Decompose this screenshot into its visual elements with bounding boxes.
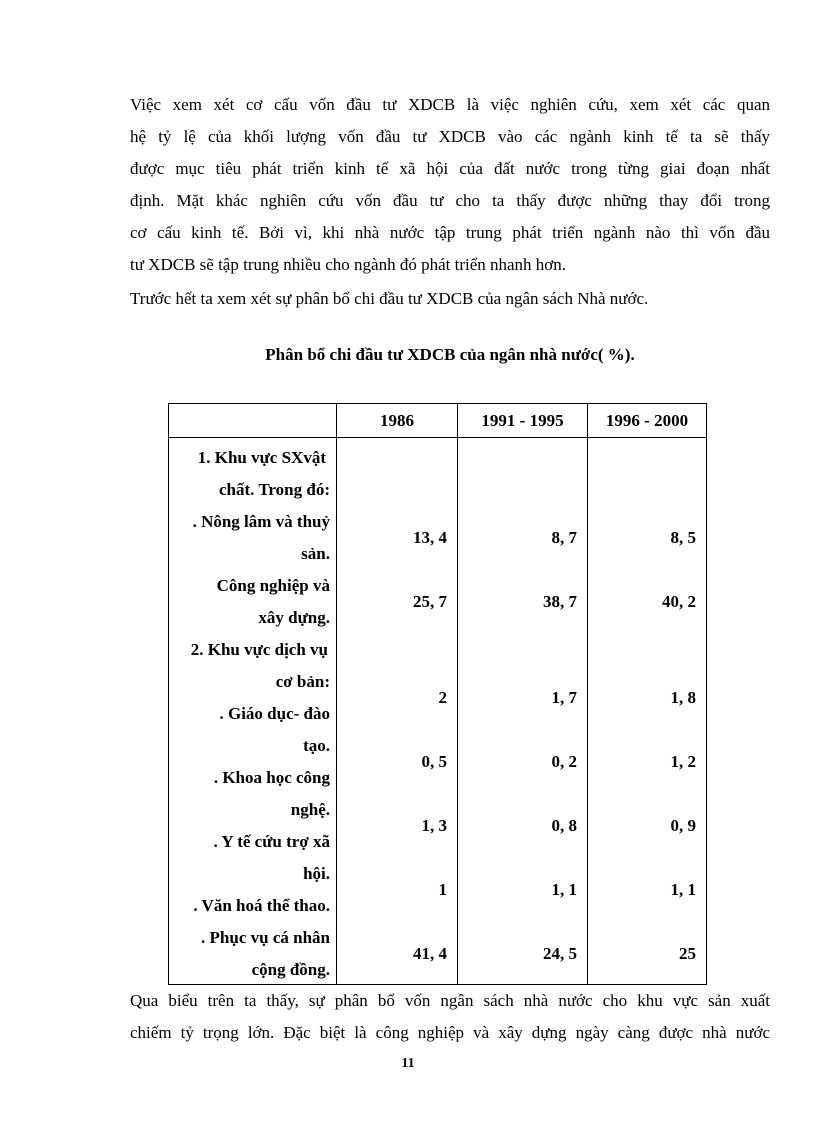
value-cell: 1, 3 <box>421 816 447 835</box>
value-cell: 8, 7 <box>551 528 577 547</box>
text-line: Việc xem xét cơ cấu vốn đầu tư XDCB là việc nghiên cứu, xem xét các quan <box>130 95 770 114</box>
value-cell: 0, 8 <box>551 816 577 835</box>
label-line: 2. Khu vực dịch vụ <box>190 640 328 659</box>
value-cell: 0, 2 <box>551 752 577 771</box>
text-line: Trước hết ta xem xét sự phân bổ chi đầu tư XDCB của ngân sách Nhà nước. <box>130 289 649 308</box>
investment-table <box>168 403 707 985</box>
label-line: xây dựng. <box>258 608 330 627</box>
label-column <box>169 438 337 985</box>
value-cell: 1, 1 <box>670 880 696 899</box>
label-line: tạo. <box>303 736 330 755</box>
header-cell-1996-2000: 1996 - 2000 <box>588 404 707 438</box>
label-line: . Y tế cứu trợ xã <box>213 832 330 851</box>
value-cell: 13, 4 <box>413 528 447 547</box>
label-line: cơ bản: <box>275 672 330 691</box>
text-line: hệ tỷ lệ của khối lượng vốn đầu tư XDCB vào các ngành kinh tế ta sẽ thấy <box>130 127 770 146</box>
page-number: 11 <box>401 1056 415 1071</box>
header-cell-1991-1995: 1991 - 1995 <box>458 404 588 438</box>
value-cell: 1, 8 <box>670 688 696 707</box>
label-line: chất. Trong đó: <box>219 480 330 499</box>
values-1991-1995-column <box>458 438 588 985</box>
label-line: hội. <box>303 864 330 883</box>
label-line: 1. Khu vực SXvật <box>197 448 326 467</box>
value-cell: 8, 5 <box>670 528 696 547</box>
value-cell: 25 <box>679 944 696 963</box>
values-1986-column <box>337 438 458 985</box>
table-header-row <box>169 404 707 438</box>
label-line: . Nông lâm và thuỷ <box>192 512 330 531</box>
text-line: cơ cấu kinh tế. Bởi vì, khi nhà nước tập trung phát triển ngành nào thì vốn đầu <box>130 223 770 242</box>
table-body-row <box>169 438 707 985</box>
conclusion-paragraph <box>130 985 770 1049</box>
text-line: tư XDCB sẽ tập trung nhiều cho ngành đó phát triển nhanh hơn. <box>130 255 567 274</box>
label-line: nghệ. <box>290 800 330 819</box>
label-line: . Giáo dục- đào <box>219 704 330 723</box>
text-line: chiếm tỷ trọng lớn. Đặc biệt là công nghiệp và xây dựng ngày càng được nhà nước <box>130 1023 770 1042</box>
text-line: được mục tiêu phát triển kinh tế xã hội của đất nước trong từng giai đoạn nhất <box>130 159 770 178</box>
value-cell: 2 <box>438 688 447 707</box>
label-line: cộng đồng. <box>251 960 330 979</box>
header-cell-1986: 1986 <box>337 404 458 438</box>
values-1996-2000-column <box>588 438 707 985</box>
intro-paragraph <box>130 89 770 281</box>
label-line: . Khoa học công <box>213 768 330 787</box>
lead-paragraph <box>130 283 730 315</box>
text-line: định. Mặt khác nghiên cứu vốn đầu tư cho ta thấy được những thay đổi trong <box>130 191 770 210</box>
value-cell: 0, 5 <box>421 752 447 771</box>
value-cell: 24, 5 <box>543 944 577 963</box>
text-line: Qua biểu trên ta thấy, sự phân bổ vốn ngân sách nhà nước cho khu vực sản xuất <box>130 991 770 1010</box>
label-line: sản. <box>301 544 330 563</box>
value-cell: 25, 7 <box>413 592 447 611</box>
label-line: . Văn hoá thể thao. <box>193 896 330 915</box>
header-cell-empty <box>169 404 337 438</box>
value-cell: 1, 2 <box>670 752 696 771</box>
value-cell: 1, 7 <box>551 688 577 707</box>
label-line: . Phục vụ cá nhân <box>201 928 330 947</box>
value-cell: 1, 1 <box>551 880 577 899</box>
value-cell: 0, 9 <box>670 816 696 835</box>
value-cell: 1 <box>438 880 447 899</box>
value-cell: 41, 4 <box>413 944 447 963</box>
table-caption: Phân bổ chi đầu tư XDCB của ngân nhà nước( %). <box>265 345 635 364</box>
value-cell: 38, 7 <box>543 592 577 611</box>
value-cell: 40, 2 <box>662 592 696 611</box>
label-line: Công nghiệp và <box>216 576 330 595</box>
